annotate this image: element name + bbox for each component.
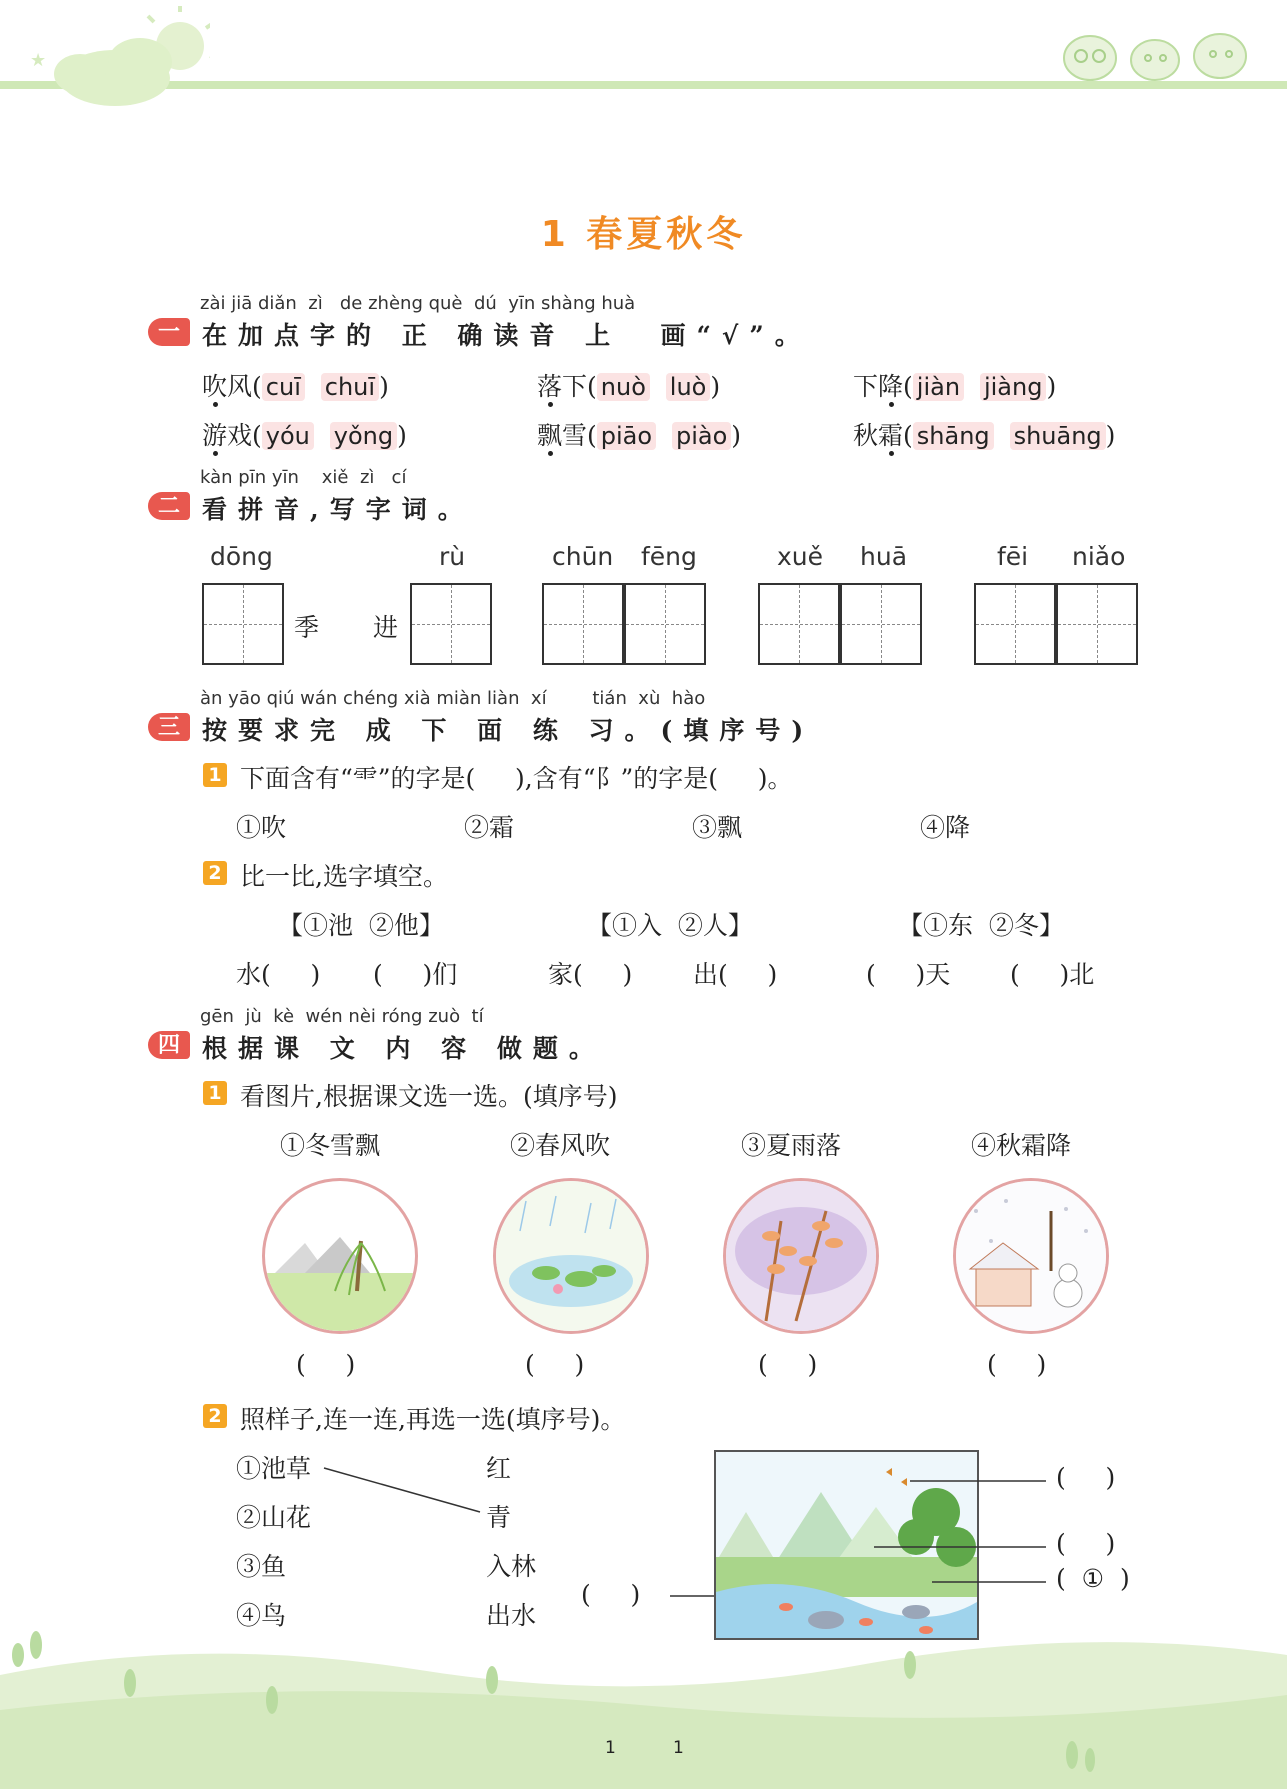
q2-blank[interactable]: 家( ) xyxy=(548,960,633,989)
pinyin-hua: huā xyxy=(860,542,908,571)
spacer xyxy=(656,421,672,450)
question-number: 2 xyxy=(203,1404,227,1428)
picture-blank[interactable]: ( ) xyxy=(758,1350,818,1379)
item-close: ) xyxy=(1105,421,1116,450)
pinyin-dong: dōng xyxy=(210,542,273,571)
pinyin-option[interactable]: yǒng xyxy=(330,422,397,450)
writing-box[interactable] xyxy=(840,583,922,665)
q2-blank[interactable]: 出( ) xyxy=(693,960,778,989)
spacer xyxy=(994,421,1010,450)
match-right-item[interactable]: 青 xyxy=(486,1503,512,1532)
pronunciation-item xyxy=(537,416,741,452)
section3-pinyin: àn yāo qiú wán chéng xià miàn liàn xí tián xù hào xyxy=(200,688,706,709)
scene-blank[interactable]: ( ) xyxy=(1056,1529,1116,1558)
pinyin-option[interactable]: shuāng xyxy=(1010,422,1106,450)
q2-group: 【①东 ②冬】 xyxy=(898,911,1064,940)
autumn-picture xyxy=(723,1178,879,1334)
spacer xyxy=(305,372,321,401)
item-rest: ( xyxy=(903,372,913,401)
question-number: 1 xyxy=(203,1081,227,1105)
item-close: ) xyxy=(397,421,407,450)
writing-box[interactable] xyxy=(624,583,706,665)
spring-picture xyxy=(262,1178,418,1334)
question-number: 1 xyxy=(203,763,227,787)
item-char: 落 xyxy=(537,372,563,401)
pronunciation-item xyxy=(202,367,389,403)
q1-option: ④降 xyxy=(920,813,971,842)
section3-badge: 三 xyxy=(148,713,190,741)
char-jin: 进 xyxy=(373,613,399,642)
page-number: 1 xyxy=(605,1738,616,1758)
item-char: 下 xyxy=(853,372,879,401)
pinyin-option[interactable]: jiàng xyxy=(980,373,1047,401)
item-close: ) xyxy=(1046,372,1057,401)
picture-caption: ③夏雨落 xyxy=(741,1131,842,1160)
section2-heading: 看拼音,写字词。 xyxy=(202,495,474,524)
picture-caption: ②春风吹 xyxy=(510,1131,611,1160)
pinyin-option[interactable]: piāo xyxy=(597,422,656,450)
item-close: ) xyxy=(379,372,389,401)
picture-caption: ④秋霜降 xyxy=(971,1131,1072,1160)
question-number: 2 xyxy=(203,861,227,885)
sun-cloud-icon xyxy=(20,6,210,116)
pointer-line xyxy=(908,1476,1048,1486)
writing-box[interactable] xyxy=(202,583,284,665)
match-right-item[interactable]: 入林 xyxy=(486,1552,537,1581)
summer-picture xyxy=(493,1178,649,1334)
pinyin-chun: chūn xyxy=(552,542,614,571)
item-char-dotted: 霜 xyxy=(878,421,904,450)
q2-blank[interactable]: ( )天 xyxy=(866,960,951,989)
q2-text: 比一比,选字填空。 xyxy=(240,862,448,891)
picture-blank[interactable]: ( ) xyxy=(987,1350,1047,1379)
q1-option: ②霜 xyxy=(464,813,515,842)
pronunciation-item xyxy=(853,416,1115,452)
page-title: 1 春夏秋冬 xyxy=(540,214,747,255)
pointer-line xyxy=(872,1542,1048,1552)
match-left-item[interactable]: ①池草 xyxy=(236,1454,312,1483)
section4-badge: 四 xyxy=(148,1031,190,1059)
pronunciation-item xyxy=(202,416,407,452)
pinyin-option[interactable]: shāng xyxy=(913,422,994,450)
q1-text: 下面含有“⻗”的字是( ),含有“阝”的字是( )。 xyxy=(240,764,793,793)
example-connect-line xyxy=(320,1460,490,1520)
pinyin-fei: fēi xyxy=(997,542,1029,571)
match-left-item[interactable]: ④鸟 xyxy=(236,1601,287,1630)
q2-blank[interactable]: ( )北 xyxy=(1010,960,1095,989)
section1-heading: 在加点字的 正 确读音 上 画“√”。 xyxy=(202,321,811,350)
item-char: 游 xyxy=(202,421,228,450)
section4-pinyin: gēn jù kè wén nèi róng zuò tí xyxy=(200,1006,484,1027)
pronunciation-item xyxy=(853,367,1056,403)
pinyin-option[interactable]: luò xyxy=(666,373,711,401)
writing-box[interactable] xyxy=(974,583,1056,665)
spacer xyxy=(650,372,666,401)
pinyin-niao: niǎo xyxy=(1072,542,1126,571)
item-rest: 下( xyxy=(562,372,597,401)
item-rest: 风( xyxy=(227,372,262,401)
section3-heading: 按要求完 成 下 面 练 习。(填序号) xyxy=(202,716,815,745)
hills-footer xyxy=(0,1615,1287,1789)
item-rest: ( xyxy=(903,421,913,450)
item-close: ) xyxy=(710,372,721,401)
q2-group: 【①入 ②人】 xyxy=(587,911,753,940)
q2-blank[interactable]: 水( ) xyxy=(236,960,321,989)
pinyin-option[interactable]: yóu xyxy=(262,422,314,450)
item-char: 飘 xyxy=(537,421,563,450)
pinyin-option[interactable]: jiàn xyxy=(913,373,964,401)
writing-box[interactable] xyxy=(410,583,492,665)
section2-badge: 二 xyxy=(148,492,190,520)
pinyin-feng: fēng xyxy=(641,542,697,571)
item-close: ) xyxy=(731,421,742,450)
s4q1-text: 看图片,根据课文选一选。(填序号) xyxy=(240,1082,618,1111)
pointer-line xyxy=(930,1577,1048,1587)
scene-blank[interactable]: ( ) xyxy=(1056,1463,1116,1492)
pinyin-option[interactable]: cuī xyxy=(262,373,305,401)
pinyin-ru: rù xyxy=(439,542,466,571)
writing-box[interactable] xyxy=(758,583,840,665)
pronunciation-item xyxy=(537,367,720,403)
item-rest: 雪( xyxy=(562,421,597,450)
q2-group: 【①池 ②他】 xyxy=(278,911,444,940)
spacer xyxy=(964,372,980,401)
match-right-item[interactable]: 红 xyxy=(486,1454,512,1483)
pinyin-option[interactable]: piào xyxy=(672,422,731,450)
section2-pinyin: kàn pīn yīn xiě zì cí xyxy=(200,467,407,488)
writing-box[interactable] xyxy=(1056,583,1138,665)
picture-blank[interactable]: ( ) xyxy=(525,1350,585,1379)
item-char-dotted: 降 xyxy=(878,372,904,401)
section4-heading: 根据课 文 内 容 做题。 xyxy=(202,1034,605,1063)
spacer xyxy=(314,421,330,450)
q1-option: ③飘 xyxy=(692,813,743,842)
item-char: 秋 xyxy=(853,421,879,450)
pinyin-option[interactable]: chuī xyxy=(321,373,379,401)
item-rest: 戏( xyxy=(227,421,262,450)
section1-badge: 一 xyxy=(148,318,190,346)
page-number: 1 xyxy=(673,1738,684,1758)
scene-blank-left[interactable]: ( ) xyxy=(581,1580,641,1609)
item-char: 吹 xyxy=(202,372,228,401)
q1-option: ①吹 xyxy=(236,813,287,842)
match-left-item[interactable]: ③鱼 xyxy=(236,1552,287,1581)
s4q2-text: 照样子,连一连,再选一选(填序号)。 xyxy=(240,1405,626,1434)
q2-blank[interactable]: ( )们 xyxy=(373,960,458,989)
pinyin-option[interactable]: nuò xyxy=(597,373,650,401)
writing-box[interactable] xyxy=(542,583,624,665)
char-ji: 季 xyxy=(294,613,320,642)
match-right-item[interactable]: 出水 xyxy=(486,1601,537,1630)
pinyin-xue: xuě xyxy=(777,542,824,571)
svg-text:★: ★ xyxy=(30,50,47,71)
section1-pinyin: zài jiā diǎn zì de zhèng què dú yīn shàng huà xyxy=(200,293,636,314)
winter-picture xyxy=(953,1178,1109,1334)
picture-blank[interactable]: ( ) xyxy=(296,1350,356,1379)
match-left-item[interactable]: ②山花 xyxy=(236,1503,312,1532)
animal-friends-icon xyxy=(1055,20,1255,85)
scene-blank[interactable]: ( ① ) xyxy=(1056,1564,1130,1593)
picture-caption: ①冬雪飘 xyxy=(280,1131,381,1160)
